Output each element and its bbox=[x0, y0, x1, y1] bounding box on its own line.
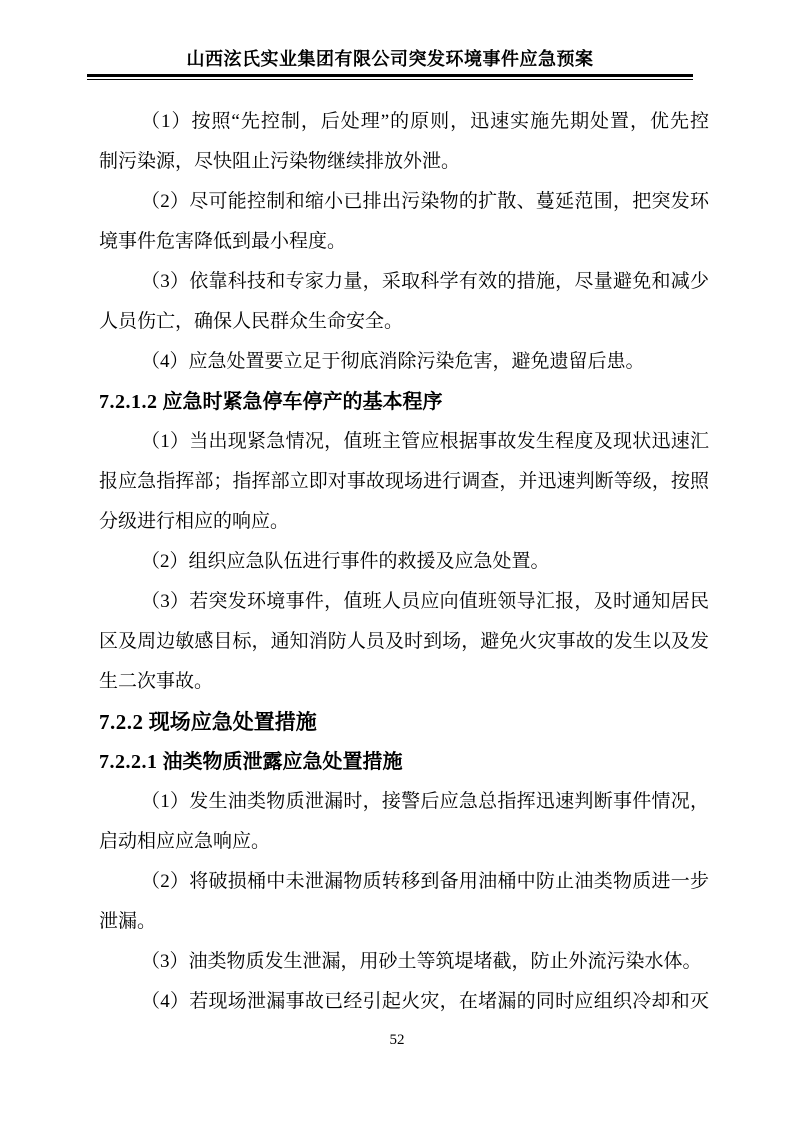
page-number: 52 bbox=[389, 1032, 405, 1048]
section-heading-7.2.1.2 bbox=[99, 382, 709, 422]
paragraph-line: （2）将破损桶中未泄漏物质转移到备用油桶中防止油类物质进一步 bbox=[141, 871, 709, 892]
heading-text: 现场应急处置措施 bbox=[148, 710, 317, 734]
paragraph-line: 泄漏。 bbox=[99, 911, 157, 932]
paragraph-line: 生二次事故。 bbox=[99, 671, 214, 692]
paragraph-line: （4）应急处置要立足于彻底消除污染危害，避免遗留后患。 bbox=[141, 351, 645, 372]
paragraph-line: 启动相应应急响应。 bbox=[99, 831, 271, 852]
paragraph-line: 境事件危害降低到最小程度。 bbox=[99, 231, 347, 252]
paragraph-line: 报应急指挥部；指挥部立即对事故现场进行调查，并迅速判断等级，按照 bbox=[99, 471, 709, 492]
paragraph-line: （2）尽可能控制和缩小已排出污染物的扩散、蔓延范围，把突发环 bbox=[141, 191, 709, 212]
paragraph-line: 人员伤亡，确保人民群众生命安全。 bbox=[99, 311, 404, 332]
heading-number: 7.2.2 bbox=[99, 710, 144, 734]
paragraph-line: 区及周边敏感目标，通知消防人员及时到场，避免火灾事故的发生以及发 bbox=[99, 631, 709, 652]
paragraph-line: （4）若现场泄漏事故已经引起火灾，在堵漏的同时应组织冷却和灭 bbox=[141, 991, 709, 1012]
paragraph-line: （1）当出现紧急情况，值班主管应根据事故发生程度及现状迅速汇 bbox=[141, 431, 709, 452]
section-heading-7.2.2.1 bbox=[99, 742, 709, 782]
paragraph-line: 制污染源，尽快阻止污染物继续排放外泄。 bbox=[99, 151, 461, 172]
paragraph-line: （3）若突发环境事件，值班人员应向值班领导汇报，及时通知居民 bbox=[141, 591, 709, 612]
page-footer bbox=[0, 1030, 794, 1050]
heading-text: 油类物质泄露应急处置措施 bbox=[162, 751, 403, 773]
paragraph-line: （3）依靠科技和专家力量，采取科学有效的措施，尽量避免和减少 bbox=[141, 271, 709, 292]
paragraph-line: （3）油类物质发生泄漏，用砂土等筑堤堵截，防止外流污染水体。 bbox=[141, 951, 702, 972]
heading-text: 应急时紧急停车停产的基本程序 bbox=[162, 391, 443, 413]
section-heading-7.2.2 bbox=[99, 702, 709, 742]
document-body bbox=[99, 102, 709, 1022]
paragraph-line: 分级进行相应的响应。 bbox=[99, 511, 290, 532]
heading-number: 7.2.1.2 bbox=[99, 391, 158, 413]
header-rule bbox=[87, 74, 693, 80]
page-header bbox=[87, 0, 693, 80]
paragraph-line: （2）组织应急队伍进行事件的救援及应急处置。 bbox=[141, 551, 550, 572]
heading-number: 7.2.2.1 bbox=[99, 751, 158, 773]
header-title: 山西泫氏实业集团有限公司突发环境事件应急预案 bbox=[186, 49, 594, 69]
paragraph-line: （1）发生油类物质泄漏时，接警后应急总指挥迅速判断事件情况， bbox=[141, 791, 709, 812]
paragraph-line: （1）按照“先控制，后处理”的原则，迅速实施先期处置，优先控 bbox=[141, 111, 709, 132]
